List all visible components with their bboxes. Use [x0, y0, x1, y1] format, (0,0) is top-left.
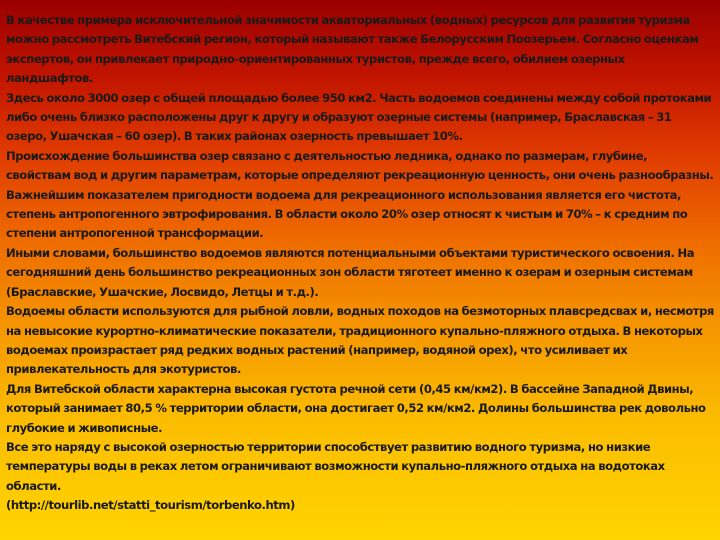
- paragraph-intro: В качестве примера исключительной значимости акваториальных (водных) ресурсов для развития туризма можно рассмотреть Витебский регион, который называют также Белорусским Поозерьем. Согласно оценкам экспертов, он привлекает природно-ориентированных туристов, прежде всего, обилием озерных ландшафтов.: [6, 13, 699, 86]
- slide-body-text: [6, 11, 714, 516]
- paragraph-recreation-zones: Иными словами, большинство водоемов являются потенциальными объектами туристического освоения. На сегодняшний день большинство рекреационных зон области тяготеет именно к озерам и озерным системам (Браславские, Ушачские, Лосвидо, Летцы и т.д.).: [6, 245, 695, 299]
- paragraph-water-quality: Важнейшим показателем пригодности водоема для рекреационного использования является его чистота, степень антропогенного эвтрофирования. В области около 20% озер относят к чистым и 70% – к средним по степени антропогенной трансформации.: [6, 187, 688, 241]
- paragraph-water-use: Водоемы области используются для рыбной ловли, водных походов на безмоторных плавсредсвах и, несмотря на невысокие курортно-климатические показатели, традиционного купально-пляжного отдыха. В некоторых водоемах произрастает ряд редких водных растений (например, водяной орех), что усиливает их привлекательность для экотуристов.: [6, 304, 714, 377]
- paragraph-lakes-count: Здесь около 3000 озер с общей площадью более 950 км2. Часть водоемов соединены между собой протоками либо очень близко расположены друг к другу и образуют озерные системы (например, Браславская – 31 озеро, Ушачская – 60 озер). В таких районах озерность превышает 10%.: [6, 90, 712, 144]
- source-link: (http://tourlib.net/statti_tourism/torbenko.htm): [6, 498, 295, 513]
- paragraph-lake-origin: Происхождение большинства озер связано с деятельностью ледника, однако по размерам, глубине, свойствам вод и другим параметрам, которые определяют рекреационную ценность, они очень разнообразны.: [6, 148, 714, 183]
- paragraph-conclusion: Все это наряду с высокой озерностью территории способствует развитию водного туризма, но низкие температуры воды в реках летом ограничивают возможности купально-пляжного отдыха на водотоках области.: [6, 439, 665, 493]
- paragraph-river-network: Для Витебской области характерна высокая густота речной сети (0,45 км/км2). В бассейне Западной Двины, который занимает 80,5 % территории области, она достигает 0,52 км/км2. Долины большинства рек довольно глубокие и живописные.: [6, 381, 706, 435]
